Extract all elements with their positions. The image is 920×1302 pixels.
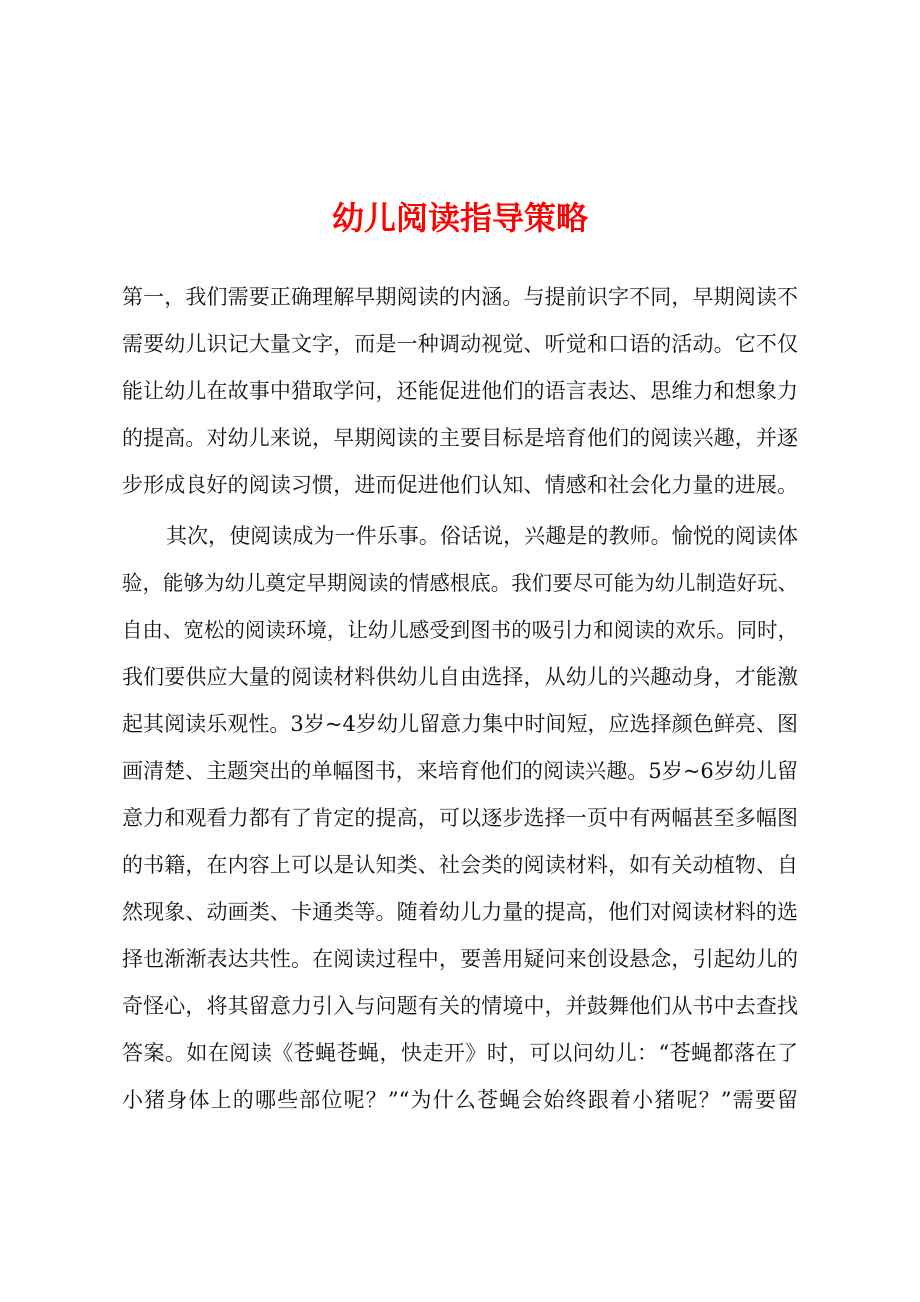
- text-line: 步形成良好的阅读习惯，进而促进他们认知、情感和社会化力量的进展。: [122, 473, 798, 497]
- text-line: 画清楚、主题突出的单幅图书，来培育他们的阅读兴趣。5岁~6岁幼儿留: [122, 759, 798, 783]
- text-line: 需要幼儿识记大量文字，而是一种调动视觉、听觉和口语的活动。它不仅: [122, 332, 798, 356]
- text-line: 我们要供应大量的阅读材料供幼儿自由选择，从幼儿的兴趣动身，才能激: [122, 665, 798, 689]
- document-title: 幼儿阅读指导策略: [331, 199, 588, 237]
- text-line: 其次，使阅读成为一件乐事。俗话说，兴趣是的教师。愉悦的阅读体: [166, 524, 798, 548]
- text-line: 起其阅读乐观性。3岁~4岁幼儿留意力集中时间短，应选择颜色鲜亮、图: [122, 712, 798, 736]
- text-line: 的提高。对幼儿来说，早期阅读的主要目标是培育他们的阅读兴趣，并逐: [122, 426, 798, 450]
- text-line: 自由、宽松的阅读环境，让幼儿感受到图书的吸引力和阅读的欢乐。同时，: [122, 618, 798, 642]
- text-line: 意力和观看力都有了肯定的提高，可以逐步选择一页中有两幅甚至多幅图: [122, 806, 798, 830]
- text-line: 验，能够为幼儿奠定早期阅读的情感根底。我们要尽可能为幼儿制造好玩、: [122, 571, 798, 595]
- text-line: 小猪身体上的哪些部位呢？”“为什么苍蝇会始终跟着小猪呢？”需要留: [122, 1088, 798, 1112]
- text-line: 的书籍，在内容上可以是认知类、社会类的阅读材料，如有关动植物、自: [122, 853, 798, 877]
- text-line: 答案。如在阅读《苍蝇苍蝇，快走开》时，可以问幼儿：“苍蝇都落在了: [122, 1041, 798, 1065]
- text-line: 择也渐渐表达共性。在阅读过程中，要善用疑问来创设悬念，引起幼儿的: [122, 947, 798, 971]
- text-line: 能让幼儿在故事中猎取学问，还能促进他们的语言表达、思维力和想象力: [122, 379, 798, 403]
- text-line: 奇怪心，将其留意力引入与问题有关的情境中，并鼓舞他们从书中去查找: [122, 994, 798, 1018]
- text-line: 然现象、动画类、卡通类等。随着幼儿力量的提高，他们对阅读材料的选: [122, 900, 798, 924]
- text-line: 第一，我们需要正确理解早期阅读的内涵。与提前识字不同，早期阅读不: [122, 285, 798, 309]
